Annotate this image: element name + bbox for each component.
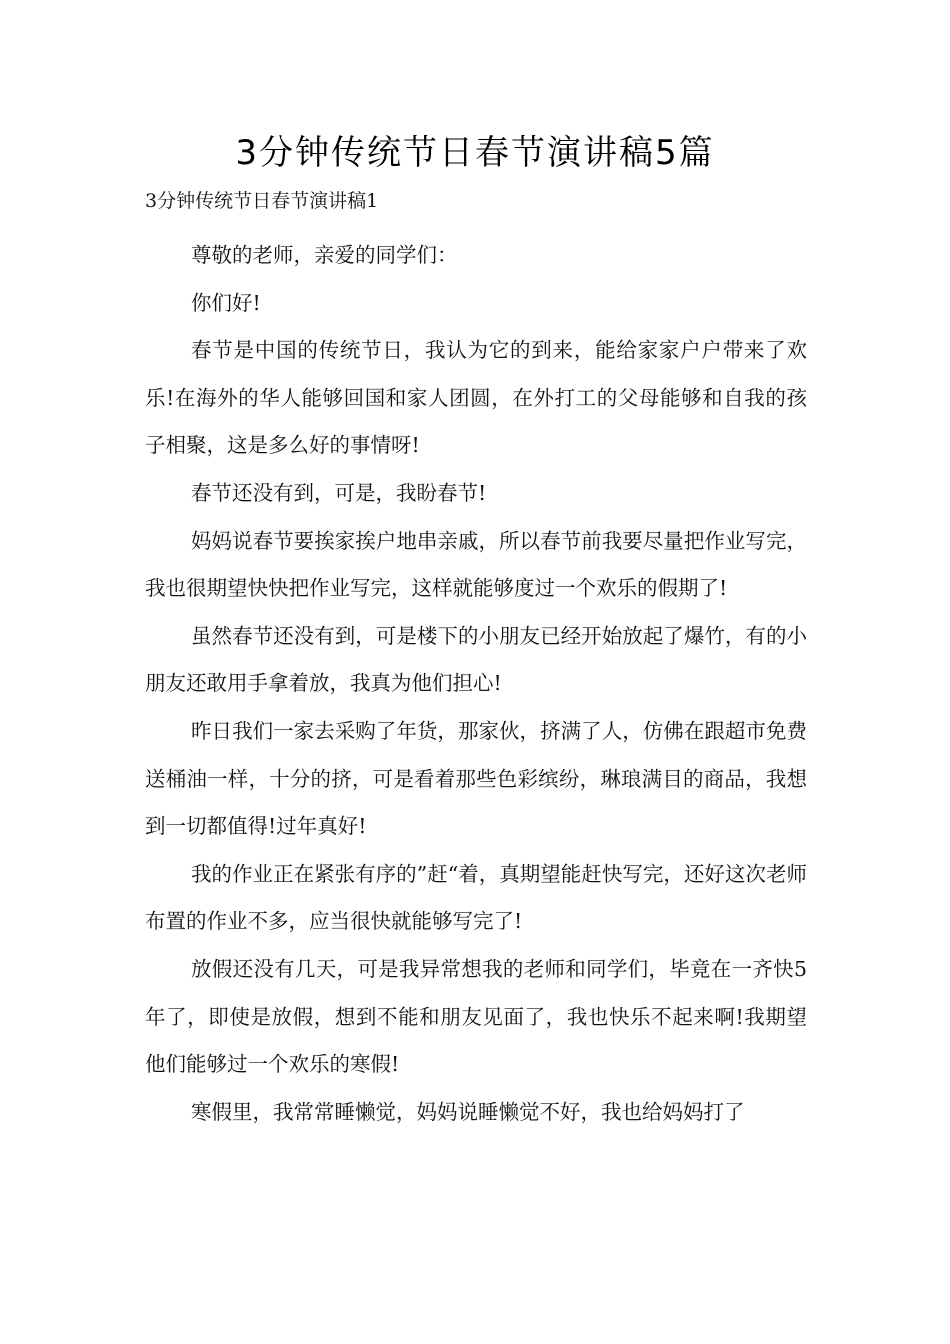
paragraph-salutation: 尊敬的老师，亲爱的同学们： (191, 243, 458, 267)
paragraph: 放假还没有几天，可是我异常想我的老师和同学们，毕竟在一齐快5年了，即使是放假，想到不能和朋友见面了，我也快乐不起来啊!我期望他们能够过一个欢乐的寒假! (145, 956, 807, 1077)
document-title: 3分钟传统节日春节演讲稿5篇 (235, 133, 715, 173)
paragraph: 妈妈说春节要挨家挨户地串亲戚，所以春节前我要尽量把作业写完，我也很期望快快把作业写完，这样就能够度过一个欢乐的假期了! (145, 528, 807, 601)
document-body (145, 232, 807, 1136)
section-heading: 3分钟传统节日春节演讲稿1 (145, 190, 379, 212)
paragraph: 春节还没有到，可是，我盼春节! (191, 480, 487, 505)
paragraph: 我的作业正在紧张有序的”赶“着，真期望能赶快写完，还好这次老师布置的作业不多，应当很快就能够写完了! (145, 861, 807, 934)
paragraph: 昨日我们一家去采购了年货，那家伙，挤满了人，仿佛在跟超市免费送桶油一样，十分的挤，可是看着那些色彩缤纷，琳琅满目的商品，我想到一切都值得!过年真好! (145, 718, 807, 839)
paragraph-greeting: 你们好! (191, 290, 261, 315)
paragraph: 寒假里，我常常睡懒觉，妈妈说睡懒觉不好，我也给妈妈打了 (191, 1099, 745, 1124)
paragraph: 虽然春节还没有到，可是楼下的小朋友已经开始放起了爆竹，有的小朋友还敢用手拿着放，我真为他们担心! (145, 623, 807, 696)
paragraph: 春节是中国的传统节日，我认为它的到来，能给家家户户带来了欢乐!在海外的华人能够回国和家人团圆，在外打工的父母能够和自我的孩子相聚，这是多么好的事情呀! (145, 338, 807, 458)
